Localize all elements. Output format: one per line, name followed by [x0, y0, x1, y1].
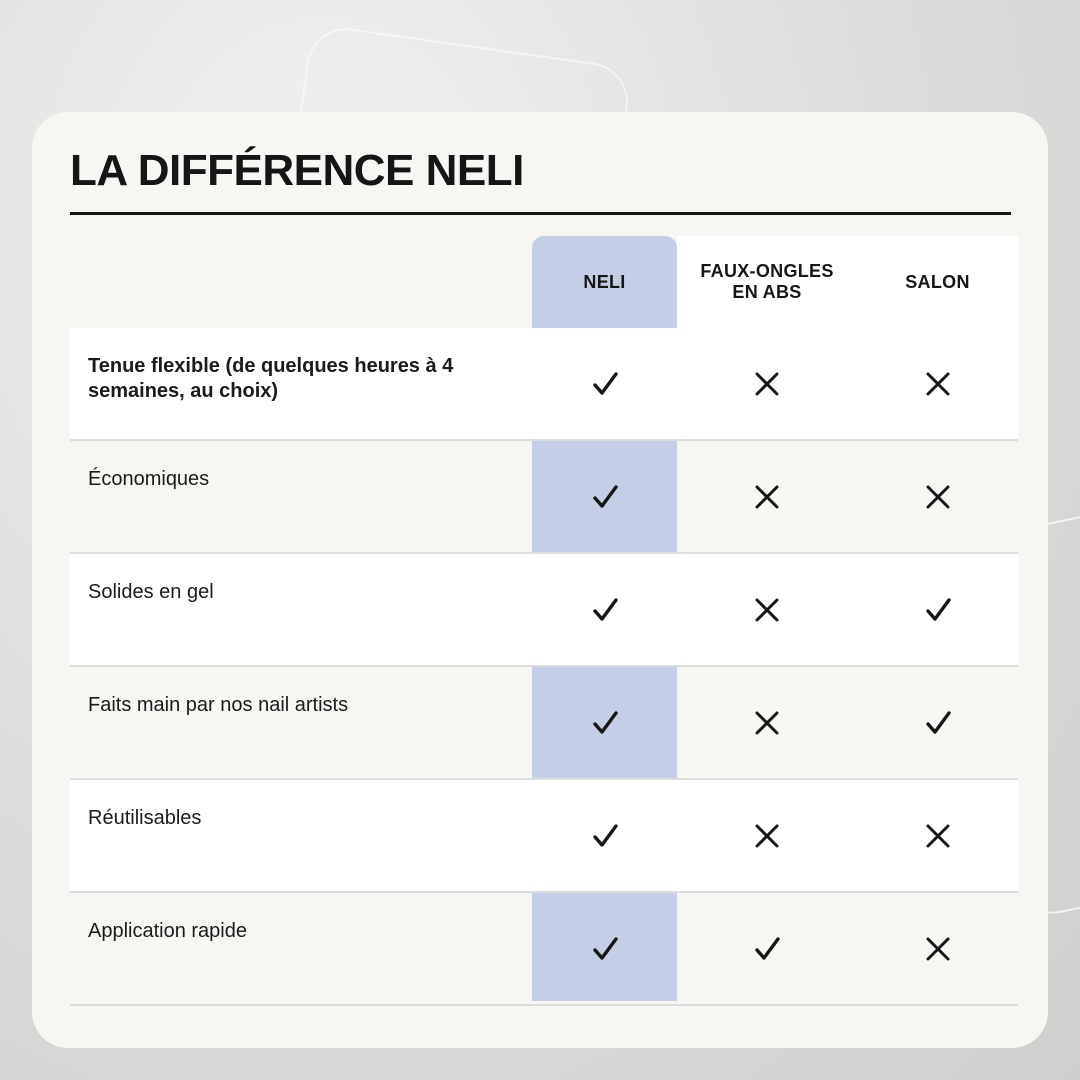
cell-neli — [532, 780, 677, 891]
cross-icon — [923, 482, 953, 512]
row-label: Économiques — [88, 468, 210, 490]
cross-icon — [752, 369, 782, 399]
row-label: Tenue flexible (de quelques heures à 4 semaines, au choix) — [88, 355, 454, 402]
cell-faux-ongles — [677, 667, 857, 778]
table-row — [70, 441, 1018, 554]
cell-faux-ongles — [677, 893, 857, 1004]
cell-salon — [857, 780, 1018, 891]
cross-icon — [923, 821, 953, 851]
table-row — [70, 667, 1018, 780]
comparison-card — [32, 112, 1048, 1048]
cross-icon — [923, 369, 953, 399]
cross-icon — [752, 821, 782, 851]
check-icon — [590, 934, 620, 964]
row-label: Solides en gel — [88, 581, 214, 603]
check-icon — [590, 369, 620, 399]
table-row — [70, 893, 1018, 1006]
cell-salon — [857, 554, 1018, 665]
cell-salon — [857, 667, 1018, 778]
cell-salon — [857, 441, 1018, 552]
row-label: Réutilisables — [88, 807, 202, 829]
check-icon — [752, 934, 782, 964]
cell-faux-ongles — [677, 441, 857, 552]
cell-faux-ongles — [677, 328, 857, 439]
column-header-faux-ongles: FAUX-ONGLES EN ABS — [677, 236, 857, 328]
header-empty-cell — [70, 236, 532, 328]
cell-salon — [857, 328, 1018, 439]
cell-salon — [857, 893, 1018, 1004]
cell-faux-ongles — [677, 780, 857, 891]
comparison-table — [70, 328, 1018, 1006]
cross-icon — [923, 934, 953, 964]
cell-neli — [532, 328, 677, 439]
row-label: Application rapide — [88, 920, 247, 942]
cell-neli — [532, 667, 677, 778]
check-icon — [590, 708, 620, 738]
cell-neli — [532, 893, 677, 1004]
cell-neli — [532, 441, 677, 552]
row-label: Faits main par nos nail artists — [88, 694, 349, 716]
cell-neli — [532, 554, 677, 665]
check-icon — [923, 595, 953, 625]
table-row — [70, 328, 1018, 441]
check-icon — [590, 821, 620, 851]
check-icon — [590, 482, 620, 512]
column-header-salon: SALON — [857, 236, 1018, 328]
column-header-neli: NELI — [583, 271, 626, 292]
check-icon — [923, 708, 953, 738]
cross-icon — [752, 482, 782, 512]
table-row — [70, 780, 1018, 893]
table-row — [70, 554, 1018, 667]
check-icon — [590, 595, 620, 625]
table-header — [70, 236, 1018, 328]
page-title: LA DIFFÉRENCE NELI — [70, 146, 524, 195]
title-divider — [70, 212, 1011, 215]
cell-faux-ongles — [677, 554, 857, 665]
cross-icon — [752, 708, 782, 738]
cross-icon — [752, 595, 782, 625]
